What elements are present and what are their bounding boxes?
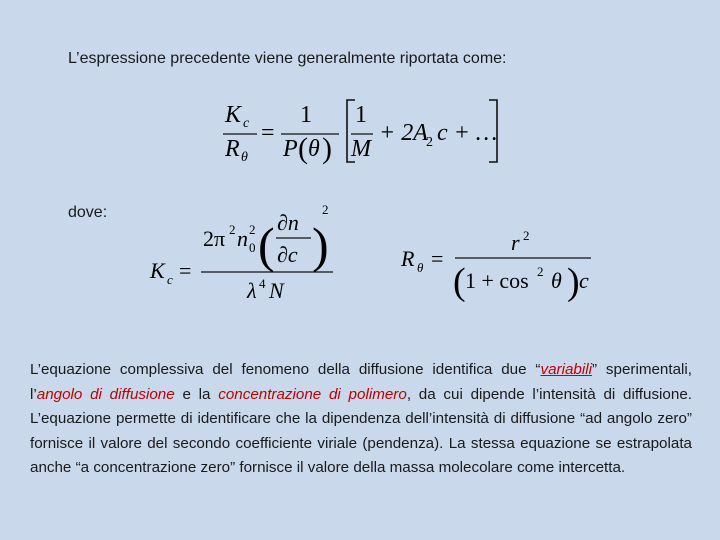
f3-num-exp: 2	[523, 228, 530, 243]
para-part-1: L’equazione complessiva del fenomeno della diffusione identifica due “	[30, 361, 541, 378]
f2-d-den: ∂c	[277, 242, 298, 267]
f1-lhs-den: R	[225, 136, 240, 162]
f1-inner-num: 1	[355, 102, 367, 128]
highlight-concentrazione: concentrazione di polimero	[218, 385, 407, 403]
highlight-angolo: angolo di diffusione	[36, 385, 175, 403]
f2-den-n: N	[269, 278, 284, 303]
f1-tail-end: c + …	[437, 120, 498, 146]
svg-text:(: (	[258, 217, 275, 273]
f2-num-exp: 2	[229, 222, 236, 237]
f2-lhs-sub: c	[167, 272, 173, 287]
f1-tail: + 2A	[379, 120, 428, 146]
f2-den-lambda: λ	[247, 278, 257, 303]
f1-frac-den-theta: θ	[308, 136, 320, 162]
formula-kc-definition	[145, 198, 345, 303]
svg-text:): )	[312, 217, 329, 273]
formula-kc-over-rtheta	[215, 92, 505, 167]
f1-frac-num: 1	[300, 102, 312, 128]
f1-lhs-num-sub: c	[243, 116, 250, 131]
para-part-2: ” sperimentali, l’	[30, 361, 692, 403]
f2-d-num: ∂n	[277, 210, 299, 235]
f1-lhs-num: K	[225, 102, 242, 128]
dove-label: dove:	[68, 204, 108, 221]
f2-num-n: n	[237, 226, 248, 251]
para-part-3: e la	[174, 385, 219, 403]
f1-eq: =	[261, 120, 275, 146]
f1-inner-den: M	[351, 136, 371, 162]
para-part-4: , da cui dipende l’intensità di diffusione. L’equazione permette di identificare che la dipendenza dell’intensità di diffusione “ad angolo zero” fornisce il valore del secondo coefficiente viriale (pendenza). La stessa equazione se estrapolata anche “a concentrazione zero” fornisce il valore della massa molecolare come intercetta.	[30, 385, 692, 477]
f3-lhs: R	[401, 246, 415, 271]
highlight-variabili: variabili	[540, 361, 592, 378]
f3-den-c: c	[579, 268, 589, 293]
f1-lhs-den-sub: θ	[241, 150, 248, 165]
f3-num: r	[511, 230, 520, 255]
formula-rtheta-definition	[395, 222, 605, 302]
f2-num-n-sub: 0	[249, 240, 256, 255]
f1-frac-den-p: P	[283, 136, 298, 162]
svg-text:(: (	[298, 132, 308, 165]
explanation-paragraph	[30, 358, 692, 481]
f2-den-lambda-exp: 4	[259, 276, 266, 291]
f1-tail-sub: 2	[426, 135, 433, 150]
f3-den-exp: 2	[537, 264, 544, 279]
f3-den-one: 1 + cos	[465, 268, 529, 293]
f2-num-coef: 2π	[203, 226, 226, 251]
f2-paren-exp: 2	[322, 202, 329, 217]
intro-text: L’espressione precedente viene generalmente riportata come:	[68, 50, 507, 67]
f2-eq: =	[179, 258, 192, 283]
f3-den-theta: θ	[551, 268, 562, 293]
svg-text:(: (	[453, 261, 466, 302]
f2-lhs: K	[150, 258, 165, 283]
f3-eq: =	[431, 246, 444, 271]
svg-text:): )	[322, 132, 332, 165]
f2-num-n-exp: 2	[249, 222, 256, 237]
f3-lhs-sub: θ	[417, 260, 424, 275]
svg-text:): )	[567, 261, 580, 302]
